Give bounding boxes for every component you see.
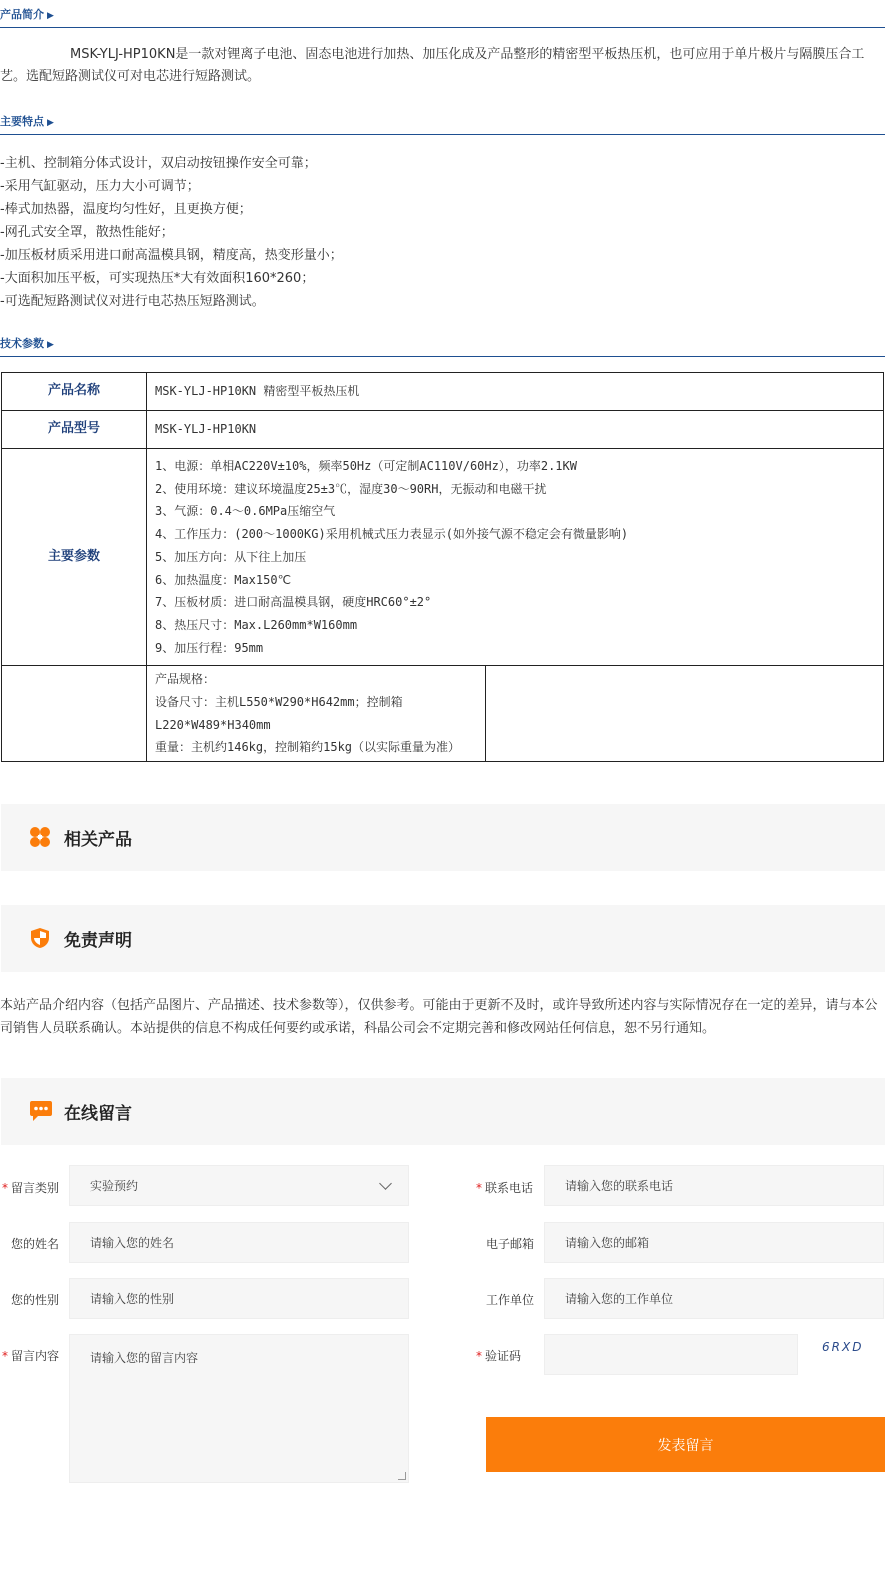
shield-icon	[29, 927, 51, 949]
param-line: 7、压板材质：进口耐高温模具钢，硬度HRC60°±2°	[155, 595, 432, 610]
name-input[interactable]: 请输入您的姓名	[69, 1222, 409, 1263]
triangle-right-icon: ▶	[47, 340, 54, 350]
param-line: 4、工作压力：(200～1000KG)采用机械式压力表显示(如外接气源不稳定会有微量影响)	[155, 527, 629, 542]
feature-item: -网孔式安全罩，散热性能好；	[0, 225, 174, 240]
intro-text: MSK-YLJ-HP10KN是一款对锂离子电池、固态电池进行加热、加压化成及产品整形的精密型平板热压机，也可应用于单片极片与隔膜压合工艺。选配短路测试仪可对电芯进行短路测试。	[0, 47, 865, 84]
spec-line: 设备尺寸：主机L550*W290*H642mm；控制箱L220*W489*H340mm	[155, 695, 403, 732]
gender-label: 您的性别	[11, 1293, 60, 1307]
specs-section-title: 技术参数 ▶	[0, 337, 54, 350]
param-line: 6、加热温度：Max150℃	[155, 572, 292, 587]
features-section-header	[0, 111, 885, 135]
feature-item: -加压板材质采用进口耐高温模具钢，精度高，热变形量小；	[0, 248, 343, 263]
company-input[interactable]: 请输入您的工作单位	[544, 1278, 884, 1319]
email-input[interactable]: 请输入您的邮箱	[544, 1222, 884, 1263]
content-textarea[interactable]	[69, 1334, 409, 1483]
product-model-label: 产品型号	[2, 411, 147, 449]
features-list	[0, 152, 343, 313]
feature-item: -采用气缸驱动，压力大小可调节；	[0, 179, 200, 194]
category-label: * 留言类别	[2, 1181, 60, 1195]
param-line: 9、加压行程：95mm	[155, 640, 264, 655]
param-line: 8、热压尺寸：Max.L260mm*W160mm	[155, 617, 358, 632]
content-placeholder: 请输入您的留言内容	[90, 1351, 199, 1365]
captcha-image[interactable]: 6RXD	[822, 1340, 864, 1354]
gender-input[interactable]: 请输入您的性别	[69, 1278, 409, 1319]
company-label: 工作单位	[486, 1293, 535, 1307]
empty-cell	[486, 666, 884, 762]
param-line: 2、使用环境：建议环境温度25±3℃，湿度30～90RH，无振动和电磁干扰	[155, 481, 547, 496]
name-label: 您的姓名	[11, 1237, 60, 1251]
content-label: * 留言内容	[2, 1349, 60, 1363]
chevron-down-icon	[379, 1177, 392, 1190]
triangle-right-icon: ▶	[47, 11, 54, 21]
param-line: 1、电源：单相AC220V±10%，频率50Hz（可定制AC110V/60Hz），功率2.1KW	[155, 459, 577, 473]
related-products-title: 相关产品	[64, 830, 132, 850]
triangle-right-icon: ▶	[47, 118, 54, 128]
feature-item: -棒式加热器，温度均匀性好，且更换方便；	[0, 202, 252, 217]
disclaimer-title: 免责声明	[64, 931, 132, 951]
specs-section-header	[0, 333, 885, 357]
feature-item: -主机、控制箱分体式设计，双启动按钮操作安全可靠；	[0, 156, 317, 171]
email-label: 电子邮箱	[486, 1237, 535, 1251]
message-title: 在线留言	[64, 1104, 132, 1124]
main-params-label: 主要参数	[2, 449, 147, 666]
intro-section-header	[0, 4, 885, 28]
param-line: 3、气源：0.4～0.6MPa压缩空气	[155, 504, 336, 519]
empty-cell	[2, 666, 147, 762]
phone-label: * 联系电话	[476, 1181, 534, 1195]
related-products-bar	[1, 804, 885, 871]
spec-line: 产品规格：	[155, 672, 216, 687]
features-section-title: 主要特点 ▶	[0, 115, 54, 128]
captcha-input[interactable]	[544, 1334, 798, 1375]
category-selected-value: 实验预约	[90, 1179, 139, 1193]
grid-clover-icon	[29, 826, 51, 848]
feature-item: -大面积加压平板，可实现热压*大有效面积160*260；	[0, 271, 315, 286]
intro-section-title: 产品简介 ▶	[0, 8, 54, 21]
table-row	[2, 666, 884, 762]
product-name-label: 产品名称	[2, 373, 147, 411]
category-select[interactable]	[69, 1165, 409, 1206]
table-row	[2, 373, 884, 411]
main-params-value	[147, 449, 884, 666]
spec-details-cell	[147, 666, 486, 762]
spec-line: 重量：主机约146kg，控制箱约15kg（以实际重量为准）	[155, 740, 461, 755]
captcha-label: * 验证码	[476, 1349, 522, 1363]
disclaimer-bar	[1, 905, 885, 972]
param-line: 5、加压方向：从下往上加压	[155, 549, 307, 564]
resize-handle-icon[interactable]	[398, 1472, 406, 1480]
spec-table	[1, 372, 884, 762]
disclaimer-text: 本站产品介绍内容（包括产品图片、产品描述、技术参数等），仅供参考。可能由于更新不及时，或许导致所述内容与实际情况存在一定的差异，请与本公司销售人员联系确认。本站提供的信息不构成任何要约或承诺，科晶公司会不定期完善和修改网站任何信息，恕不另行通知。	[0, 998, 878, 1036]
table-row	[2, 449, 884, 666]
table-row	[2, 411, 884, 449]
submit-message-button[interactable]: 发表留言	[486, 1417, 885, 1472]
phone-input[interactable]: 请输入您的联系电话	[544, 1165, 884, 1206]
feature-item: -可选配短路测试仪对进行电芯热压短路测试。	[0, 294, 265, 309]
product-name-value: MSK-YLJ-HP10KN 精密型平板热压机	[147, 373, 884, 411]
product-model-value: MSK-YLJ-HP10KN	[147, 411, 884, 449]
chat-icon	[29, 1100, 53, 1122]
message-bar	[1, 1078, 885, 1145]
